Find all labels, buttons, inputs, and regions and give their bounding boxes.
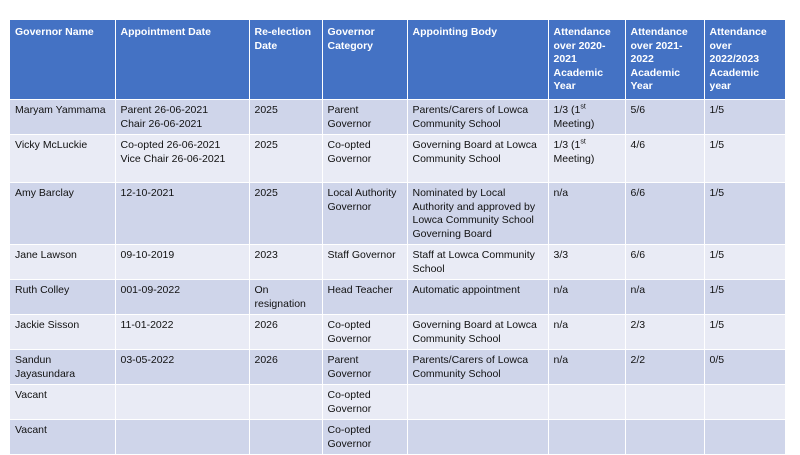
table-header-row <box>10 20 785 100</box>
attendance-text: n/a <box>553 319 569 331</box>
governor-name-cell: Vacant <box>10 385 115 420</box>
attendance-note: Meeting) <box>553 117 595 130</box>
governor-category-cell: Co-opted Governor <box>322 420 407 455</box>
header-attendance-2020-2021: Attendance over 2020-2021 Academic Year <box>548 20 625 100</box>
ordinal-suffix: st <box>580 138 586 146</box>
governor-category-cell: Local Authority Governor <box>322 183 407 245</box>
appointing-body-cell: Parents/Carers of Lowca Community School <box>407 100 548 135</box>
header-attendance-2021-2022: Attendance over 2021-2022 Academic Year <box>625 20 704 100</box>
attendance-2022-2023-cell: 1/5 <box>704 183 785 245</box>
governor-name-cell: Maryam Yammama <box>10 100 115 135</box>
table-row <box>10 420 785 455</box>
attendance-text: 1/3 (1 <box>553 139 581 151</box>
header-governor-category: Governor Category <box>322 20 407 100</box>
attendance-2021-2022-cell: n/a <box>625 280 704 315</box>
attendance-2022-2023-cell: 1/5 <box>704 135 785 183</box>
governor-name-cell: Ruth Colley <box>10 280 115 315</box>
appointment-date-cell: Co-opted 26-06-2021 Vice Chair 26-06-2021 <box>115 135 249 183</box>
appointing-body-cell: Governing Board at Lowca Community School <box>407 315 548 350</box>
table-body <box>10 100 785 455</box>
governors-table <box>10 20 786 455</box>
governor-category-cell: Co-opted Governor <box>322 315 407 350</box>
reelection-date-cell <box>249 420 322 455</box>
table-row <box>10 183 785 245</box>
attendance-2021-2022-cell <box>625 385 704 420</box>
reelection-date-cell: 2026 <box>249 315 322 350</box>
attendance-text: n/a <box>553 187 569 199</box>
governor-category-cell: Staff Governor <box>322 245 407 280</box>
reelection-date-cell: 2026 <box>249 350 322 385</box>
governor-category-cell: Co-opted Governor <box>322 385 407 420</box>
attendance-2021-2022-cell: 2/3 <box>625 315 704 350</box>
appointing-body-cell <box>407 385 548 420</box>
attendance-2022-2023-cell <box>704 420 785 455</box>
appointment-date-cell: 12-10-2021 <box>115 183 249 245</box>
table-row <box>10 315 785 350</box>
reelection-date-cell <box>249 385 322 420</box>
attendance-2020-2021-cell <box>548 315 625 350</box>
appointment-date-cell: Parent 26-06-2021 Chair 26-06-2021 <box>115 100 249 135</box>
attendance-2021-2022-cell: 6/6 <box>625 245 704 280</box>
appointment-date-cell: 09-10-2019 <box>115 245 249 280</box>
attendance-text: n/a <box>553 354 569 366</box>
appointment-date-cell: 001-09-2022 <box>115 280 249 315</box>
reelection-date-cell: 2025 <box>249 135 322 183</box>
header-appointing-body: Appointing Body <box>407 20 548 100</box>
attendance-2022-2023-cell <box>704 385 785 420</box>
attendance-2020-2021-cell <box>548 183 625 245</box>
governor-category-cell: Parent Governor <box>322 350 407 385</box>
header-governor-name: Governor Name <box>10 20 115 100</box>
appointing-body-cell: Nominated by Local Authority and approved by Lowca Community School Governing Board <box>407 183 548 245</box>
reelection-date-cell: 2025 <box>249 183 322 245</box>
attendance-2021-2022-cell: 5/6 <box>625 100 704 135</box>
attendance-2022-2023-cell: 0/5 <box>704 350 785 385</box>
attendance-2021-2022-cell <box>625 420 704 455</box>
header-appointment-date: Appointment Date <box>115 20 249 100</box>
governor-name-cell: Sandun Jayasundara <box>10 350 115 385</box>
reelection-date-cell: On resignation <box>249 280 322 315</box>
attendance-2021-2022-cell: 2/2 <box>625 350 704 385</box>
governor-name-cell: Jane Lawson <box>10 245 115 280</box>
appointing-body-cell: Governing Board at Lowca Community School <box>407 135 548 183</box>
attendance-2022-2023-cell: 1/5 <box>704 315 785 350</box>
table-row <box>10 245 785 280</box>
appointing-body-cell: Automatic appointment <box>407 280 548 315</box>
attendance-text: 1/3 (1 <box>553 104 581 116</box>
attendance-2020-2021-cell <box>548 385 625 420</box>
attendance-2020-2021-cell <box>548 100 625 135</box>
attendance-2022-2023-cell: 1/5 <box>704 100 785 135</box>
attendance-note: Meeting) <box>553 152 595 165</box>
appointment-date-cell: 11-01-2022 <box>115 315 249 350</box>
table-row <box>10 135 785 183</box>
table-row <box>10 280 785 315</box>
governor-name-cell: Jackie Sisson <box>10 315 115 350</box>
governor-category-cell: Head Teacher <box>322 280 407 315</box>
attendance-text: n/a <box>553 284 569 296</box>
attendance-2022-2023-cell: 1/5 <box>704 280 785 315</box>
reelection-date-cell: 2023 <box>249 245 322 280</box>
ordinal-suffix: st <box>580 103 586 111</box>
appointing-body-cell <box>407 420 548 455</box>
appointing-body-cell: Staff at Lowca Community School <box>407 245 548 280</box>
governor-name-cell: Vacant <box>10 420 115 455</box>
header-attendance-2022-2023: Attendance over 2022/2023 Academic year <box>704 20 785 100</box>
appointment-date-cell <box>115 420 249 455</box>
attendance-2020-2021-cell <box>548 135 625 183</box>
attendance-2021-2022-cell: 6/6 <box>625 183 704 245</box>
attendance-2021-2022-cell: 4/6 <box>625 135 704 183</box>
table-row <box>10 100 785 135</box>
appointment-date-cell <box>115 385 249 420</box>
governor-category-cell: Parent Governor <box>322 100 407 135</box>
table-row <box>10 350 785 385</box>
governor-name-cell: Vicky McLuckie <box>10 135 115 183</box>
governor-category-cell: Co-opted Governor <box>322 135 407 183</box>
attendance-2020-2021-cell <box>548 350 625 385</box>
attendance-text: 3/3 <box>553 249 569 261</box>
header-reelection-date: Re-election Date <box>249 20 322 100</box>
governor-name-cell: Amy Barclay <box>10 183 115 245</box>
table-row <box>10 385 785 420</box>
attendance-2020-2021-cell <box>548 245 625 280</box>
appointing-body-cell: Parents/Carers of Lowca Community School <box>407 350 548 385</box>
attendance-2020-2021-cell <box>548 280 625 315</box>
appointment-date-cell: 03-05-2022 <box>115 350 249 385</box>
reelection-date-cell: 2025 <box>249 100 322 135</box>
attendance-2020-2021-cell <box>548 420 625 455</box>
attendance-2022-2023-cell: 1/5 <box>704 245 785 280</box>
